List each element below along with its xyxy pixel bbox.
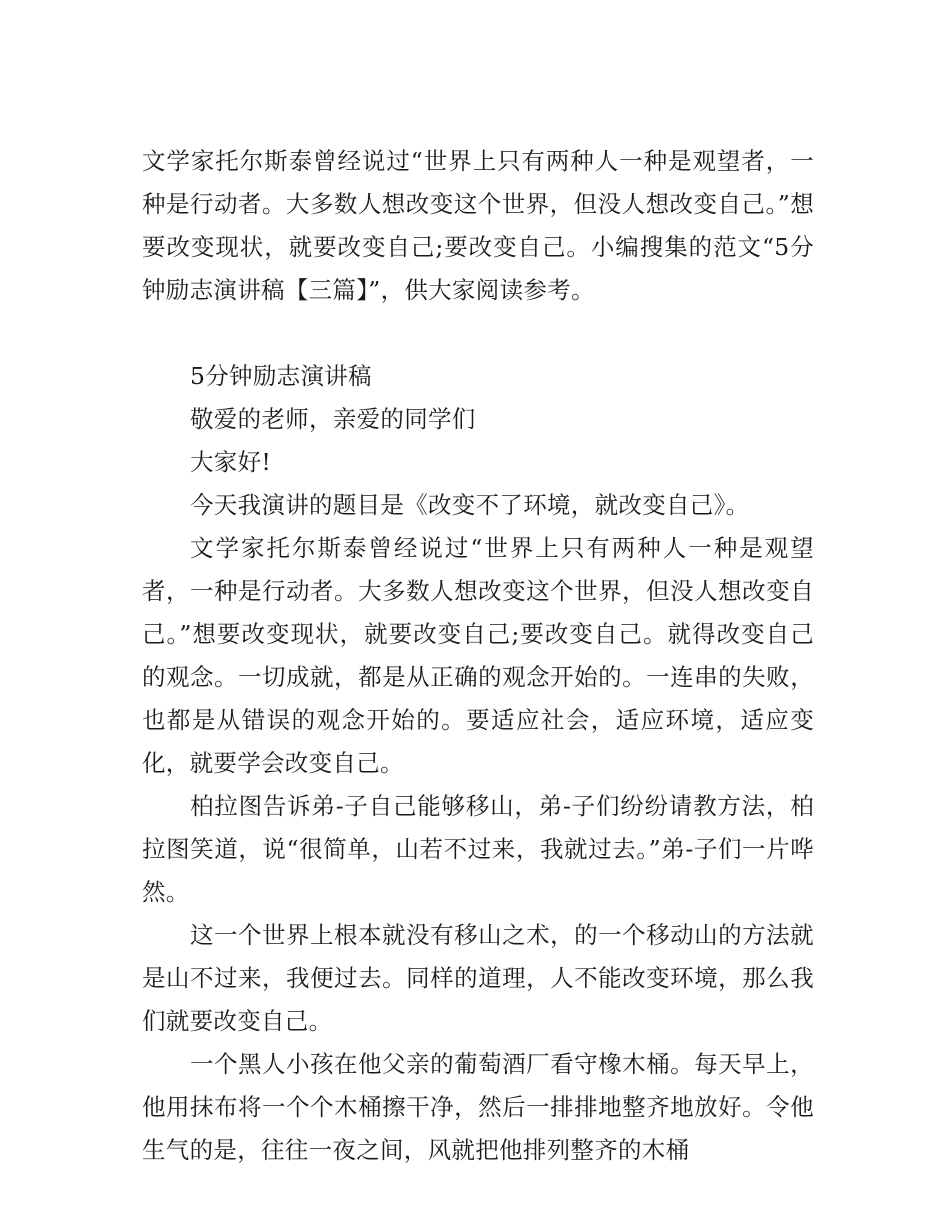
body-paragraph: 一个黑人小孩在他父亲的葡萄酒厂看守橡木桶。每天早上，他用抹布将一个个木桶擦干净，然后一排排地整齐地放好。令他生气的是，往往一夜之间，风就把他排列整齐的木桶 <box>142 1050 814 1164</box>
body-paragraph: 文学家托尔斯泰曾经说过“世界上只有两种人一种是观望者，一种是行动者。大多数人想改变这个世界，但没人想改变自己。”想要改变现状，就要改变自己;要改变自己。就得改变自己的观念。一切成就，都是从正确的观念开始的。一连串的失败，也都是从错误的观念开始的。要适应社会，适应环境，适应变化，就要学会改变自己。 <box>142 534 814 777</box>
body-paragraph: 柏拉图告诉弟-子自己能够移山，弟-子们纷纷请教方法，柏拉图笑道，说“很简单，山若不过来，我就过去。”弟-子们一片哗然。 <box>142 792 814 906</box>
speech-salutation: 敬爱的老师，亲爱的同学们 <box>190 405 476 433</box>
document-body <box>142 140 814 1172</box>
intro-paragraph: 文学家托尔斯泰曾经说过“世界上只有两种人一种是观望者，一种是行动者。大多数人想改变这个世界，但没人想改变自己。”想要改变现状，就要改变自己;要改变自己。小编搜集的范文“5分钟励志演讲稿【三篇】”，供大家阅读参考。 <box>142 147 814 304</box>
body-paragraph: 这一个世界上根本就没有移山之术，的一个移动山的方法就是山不过来，我便过去。同样的道理，人不能改变环境，那么我们就要改变自己。 <box>142 921 814 1035</box>
speech-title: 5分钟励志演讲稿 <box>190 362 372 390</box>
speech-greeting: 大家好! <box>190 448 272 476</box>
body-paragraph: 今天我演讲的题目是《改变不了环境，就改变自己》。 <box>190 491 750 519</box>
